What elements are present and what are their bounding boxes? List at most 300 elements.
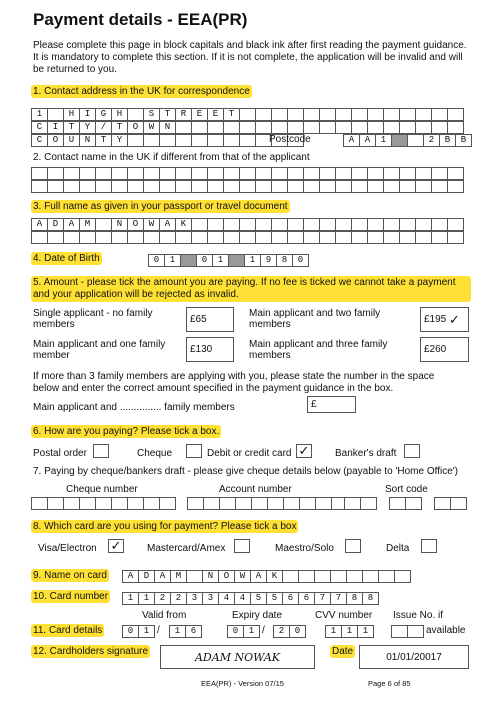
char-cell[interactable]	[399, 231, 416, 244]
char-cell[interactable]: 1	[164, 254, 181, 267]
char-cell[interactable]: 5	[266, 592, 283, 605]
char-cell[interactable]: 6	[282, 592, 299, 605]
char-cell[interactable]	[223, 180, 240, 193]
char-cell[interactable]: B	[455, 134, 472, 147]
char-cell[interactable]	[31, 167, 48, 180]
char-cell[interactable]: Y	[111, 134, 128, 147]
char-cell[interactable]	[287, 121, 304, 134]
cheque-checkbox[interactable]	[186, 444, 202, 458]
char-cell[interactable]	[405, 497, 422, 510]
char-cell[interactable]	[447, 108, 464, 121]
char-cell[interactable]	[383, 121, 400, 134]
char-cell[interactable]	[431, 167, 448, 180]
char-cell[interactable]	[186, 570, 203, 583]
char-cell[interactable]: A	[63, 218, 80, 231]
char-cell[interactable]	[207, 231, 224, 244]
char-cell[interactable]	[319, 218, 336, 231]
char-cell[interactable]: 2	[273, 625, 290, 638]
char-cell[interactable]: 1	[243, 625, 260, 638]
char-cell[interactable]	[127, 180, 144, 193]
maestro-checkbox[interactable]	[345, 539, 361, 553]
char-cell[interactable]	[159, 231, 176, 244]
char-cell[interactable]	[255, 180, 272, 193]
visa-checkbox[interactable]: ✓	[108, 539, 124, 553]
char-cell[interactable]: T	[223, 108, 240, 121]
char-cell[interactable]: /	[95, 121, 112, 134]
char-cell[interactable]	[63, 180, 80, 193]
char-cell[interactable]	[127, 134, 144, 147]
char-cell[interactable]	[47, 231, 64, 244]
char-cell[interactable]	[191, 134, 208, 147]
char-cell[interactable]	[362, 570, 379, 583]
char-cell[interactable]	[143, 180, 160, 193]
char-cell[interactable]	[95, 231, 112, 244]
char-cell[interactable]	[47, 108, 64, 121]
char-cell[interactable]	[47, 180, 64, 193]
char-cell[interactable]: 9	[260, 254, 277, 267]
char-cell[interactable]: 8	[276, 254, 293, 267]
char-cell[interactable]: S	[143, 108, 160, 121]
char-cell[interactable]	[407, 134, 424, 147]
char-cell[interactable]	[299, 497, 316, 510]
char-cell[interactable]	[63, 497, 80, 510]
char-cell[interactable]: O	[127, 218, 144, 231]
account-number-field[interactable]	[187, 497, 347, 510]
char-cell[interactable]: A	[122, 570, 139, 583]
char-cell[interactable]	[175, 134, 192, 147]
expiry-month[interactable]	[227, 625, 259, 638]
char-cell[interactable]	[351, 108, 368, 121]
char-cell[interactable]: 3	[186, 592, 203, 605]
char-cell[interactable]	[111, 231, 128, 244]
char-cell[interactable]	[79, 167, 96, 180]
char-cell[interactable]	[223, 134, 240, 147]
date-field[interactable]	[359, 645, 469, 669]
signature-field[interactable]: ADAM NOWAK	[160, 645, 315, 669]
char-cell[interactable]: 6	[185, 625, 202, 638]
char-cell[interactable]: H	[111, 108, 128, 121]
char-cell[interactable]	[335, 108, 352, 121]
char-cell[interactable]: 1	[138, 625, 155, 638]
char-cell[interactable]	[207, 218, 224, 231]
char-cell[interactable]: I	[47, 121, 64, 134]
char-cell[interactable]	[235, 497, 252, 510]
char-cell[interactable]	[95, 218, 112, 231]
char-cell[interactable]: N	[79, 134, 96, 147]
char-cell[interactable]: W	[143, 218, 160, 231]
char-cell[interactable]	[399, 180, 416, 193]
char-cell[interactable]	[219, 497, 236, 510]
char-cell[interactable]: 4	[234, 592, 251, 605]
char-cell[interactable]	[303, 180, 320, 193]
sort-code-field-2[interactable]	[389, 497, 421, 510]
char-cell[interactable]	[346, 570, 363, 583]
char-cell[interactable]: 0	[148, 254, 165, 267]
char-cell[interactable]: 2	[170, 592, 187, 605]
char-cell[interactable]	[335, 180, 352, 193]
char-cell[interactable]	[271, 180, 288, 193]
char-cell[interactable]	[63, 167, 80, 180]
char-cell[interactable]: A	[154, 570, 171, 583]
char-cell[interactable]	[447, 231, 464, 244]
char-cell[interactable]	[175, 180, 192, 193]
char-cell[interactable]	[271, 108, 288, 121]
char-cell[interactable]: G	[95, 108, 112, 121]
char-cell[interactable]	[95, 180, 112, 193]
char-cell[interactable]	[143, 497, 160, 510]
char-cell[interactable]	[383, 108, 400, 121]
char-cell[interactable]	[447, 180, 464, 193]
char-cell[interactable]	[31, 231, 48, 244]
contact-name-line-2[interactable]	[31, 180, 463, 193]
char-cell[interactable]	[271, 167, 288, 180]
char-cell[interactable]: D	[138, 570, 155, 583]
char-cell[interactable]	[251, 497, 268, 510]
char-cell[interactable]	[399, 108, 416, 121]
char-cell[interactable]: T	[63, 121, 80, 134]
char-cell[interactable]	[159, 180, 176, 193]
delta-checkbox[interactable]	[421, 539, 437, 553]
char-cell[interactable]	[127, 231, 144, 244]
char-cell[interactable]	[271, 121, 288, 134]
char-cell[interactable]	[255, 108, 272, 121]
char-cell[interactable]	[415, 121, 432, 134]
char-cell[interactable]	[187, 497, 204, 510]
char-cell[interactable]: T	[95, 134, 112, 147]
char-cell[interactable]: 2	[423, 134, 440, 147]
char-cell[interactable]	[399, 167, 416, 180]
char-cell[interactable]: 0	[227, 625, 244, 638]
char-cell[interactable]	[335, 231, 352, 244]
char-cell[interactable]	[111, 497, 128, 510]
char-cell[interactable]	[267, 497, 284, 510]
char-cell[interactable]	[383, 218, 400, 231]
char-cell[interactable]	[127, 167, 144, 180]
char-cell[interactable]	[335, 121, 352, 134]
char-cell[interactable]: 1	[138, 592, 155, 605]
char-cell[interactable]	[367, 231, 384, 244]
char-cell[interactable]: E	[207, 108, 224, 121]
char-cell[interactable]: 7	[330, 592, 347, 605]
char-cell[interactable]	[207, 180, 224, 193]
valid-from-month[interactable]	[122, 625, 154, 638]
expiry-year[interactable]	[273, 625, 305, 638]
char-cell[interactable]: 6	[298, 592, 315, 605]
two-family-amount[interactable]	[420, 307, 469, 332]
char-cell[interactable]	[287, 180, 304, 193]
name-on-card-field[interactable]	[122, 570, 410, 583]
char-cell[interactable]: 1	[122, 592, 139, 605]
char-cell[interactable]	[127, 108, 144, 121]
char-cell[interactable]	[447, 218, 464, 231]
cheque-number-field[interactable]	[31, 497, 175, 510]
char-cell[interactable]: C	[31, 134, 48, 147]
char-cell[interactable]	[351, 167, 368, 180]
char-cell[interactable]: C	[31, 121, 48, 134]
card-checkbox[interactable]: ✓	[296, 444, 312, 458]
char-cell[interactable]	[298, 570, 315, 583]
char-cell[interactable]: N	[111, 218, 128, 231]
char-cell[interactable]	[191, 218, 208, 231]
char-cell[interactable]	[239, 180, 256, 193]
char-cell[interactable]: O	[127, 121, 144, 134]
valid-from-year[interactable]	[169, 625, 201, 638]
char-cell[interactable]	[367, 108, 384, 121]
char-cell[interactable]: 5	[250, 592, 267, 605]
char-cell[interactable]	[383, 167, 400, 180]
char-cell[interactable]	[351, 231, 368, 244]
char-cell[interactable]	[239, 121, 256, 134]
char-cell[interactable]	[239, 231, 256, 244]
char-cell[interactable]	[255, 121, 272, 134]
char-cell[interactable]	[79, 231, 96, 244]
char-cell[interactable]	[319, 231, 336, 244]
char-cell[interactable]: 1	[357, 625, 374, 638]
char-cell[interactable]: O	[218, 570, 235, 583]
char-cell[interactable]	[79, 497, 96, 510]
char-cell[interactable]: 7	[314, 592, 331, 605]
char-cell[interactable]: 1	[375, 134, 392, 147]
char-cell[interactable]	[314, 570, 331, 583]
char-cell[interactable]	[191, 167, 208, 180]
char-cell[interactable]	[415, 231, 432, 244]
char-cell[interactable]: 4	[218, 592, 235, 605]
char-cell[interactable]	[315, 497, 332, 510]
char-cell[interactable]	[319, 180, 336, 193]
char-cell[interactable]	[389, 497, 406, 510]
char-cell[interactable]: 1	[325, 625, 342, 638]
char-cell[interactable]	[391, 625, 408, 638]
char-cell[interactable]	[207, 167, 224, 180]
char-cell[interactable]: 2	[154, 592, 171, 605]
char-cell[interactable]	[447, 167, 464, 180]
char-cell[interactable]: 0	[292, 254, 309, 267]
char-cell[interactable]	[335, 218, 352, 231]
char-cell[interactable]: A	[359, 134, 376, 147]
char-cell[interactable]	[47, 497, 64, 510]
char-cell[interactable]	[175, 121, 192, 134]
char-cell[interactable]	[415, 108, 432, 121]
char-cell[interactable]: 1	[212, 254, 229, 267]
char-cell[interactable]	[367, 218, 384, 231]
char-cell[interactable]: W	[234, 570, 251, 583]
char-cell[interactable]	[111, 167, 128, 180]
char-cell[interactable]	[319, 121, 336, 134]
char-cell[interactable]: I	[79, 108, 96, 121]
char-cell[interactable]	[360, 497, 377, 510]
char-cell[interactable]: W	[143, 121, 160, 134]
char-cell[interactable]: H	[63, 108, 80, 121]
card-number-field[interactable]	[122, 592, 378, 605]
char-cell[interactable]: T	[111, 121, 128, 134]
char-cell[interactable]	[415, 218, 432, 231]
char-cell[interactable]	[31, 497, 48, 510]
char-cell[interactable]	[191, 180, 208, 193]
postal-order-checkbox[interactable]	[93, 444, 109, 458]
char-cell[interactable]: N	[159, 121, 176, 134]
char-cell[interactable]	[330, 570, 347, 583]
char-cell[interactable]	[303, 167, 320, 180]
char-cell[interactable]: A	[31, 218, 48, 231]
char-cell[interactable]	[383, 231, 400, 244]
char-cell[interactable]	[303, 108, 320, 121]
char-cell[interactable]	[287, 231, 304, 244]
char-cell[interactable]	[95, 497, 112, 510]
cvv-field[interactable]	[325, 625, 373, 638]
char-cell[interactable]	[159, 134, 176, 147]
single-applicant-amount[interactable]	[186, 307, 234, 332]
char-cell[interactable]: 1	[31, 108, 48, 121]
char-cell[interactable]	[143, 231, 160, 244]
bankers-draft-checkbox[interactable]	[404, 444, 420, 458]
char-cell[interactable]	[271, 218, 288, 231]
char-cell[interactable]: R	[175, 108, 192, 121]
char-cell[interactable]	[175, 231, 192, 244]
char-cell[interactable]	[255, 231, 272, 244]
char-cell[interactable]	[191, 121, 208, 134]
char-cell[interactable]: A	[250, 570, 267, 583]
char-cell[interactable]	[159, 167, 176, 180]
char-cell[interactable]	[344, 497, 361, 510]
char-cell[interactable]	[95, 167, 112, 180]
char-cell[interactable]	[303, 231, 320, 244]
issue-no-field[interactable]	[391, 625, 423, 638]
char-cell[interactable]	[223, 121, 240, 134]
char-cell[interactable]	[319, 108, 336, 121]
char-cell[interactable]	[431, 218, 448, 231]
char-cell[interactable]	[282, 570, 299, 583]
char-cell[interactable]	[255, 218, 272, 231]
char-cell[interactable]: 1	[169, 625, 186, 638]
char-cell[interactable]	[415, 167, 432, 180]
char-cell[interactable]: 8	[346, 592, 363, 605]
char-cell[interactable]	[431, 121, 448, 134]
char-cell[interactable]	[159, 497, 176, 510]
one-family-amount[interactable]	[186, 337, 234, 362]
char-cell[interactable]	[207, 134, 224, 147]
char-cell[interactable]	[239, 167, 256, 180]
mastercard-checkbox[interactable]	[234, 539, 250, 553]
char-cell[interactable]	[287, 218, 304, 231]
sort-code-field-3[interactable]	[434, 497, 466, 510]
char-cell[interactable]	[447, 121, 464, 134]
char-cell[interactable]	[367, 121, 384, 134]
char-cell[interactable]	[283, 497, 300, 510]
char-cell[interactable]	[271, 231, 288, 244]
char-cell[interactable]	[394, 570, 411, 583]
char-cell[interactable]: 0	[289, 625, 306, 638]
char-cell[interactable]: T	[159, 108, 176, 121]
full-name-line-2[interactable]	[31, 231, 463, 244]
char-cell[interactable]: K	[266, 570, 283, 583]
char-cell[interactable]: D	[47, 218, 64, 231]
char-cell[interactable]	[378, 570, 395, 583]
char-cell[interactable]	[180, 254, 197, 267]
char-cell[interactable]	[223, 218, 240, 231]
postcode-field[interactable]	[343, 134, 471, 147]
char-cell[interactable]	[203, 497, 220, 510]
char-cell[interactable]	[79, 180, 96, 193]
char-cell[interactable]	[191, 231, 208, 244]
char-cell[interactable]	[111, 180, 128, 193]
char-cell[interactable]	[335, 167, 352, 180]
char-cell[interactable]	[351, 180, 368, 193]
char-cell[interactable]	[399, 218, 416, 231]
char-cell[interactable]	[223, 167, 240, 180]
address-line-2[interactable]	[31, 121, 463, 134]
char-cell[interactable]: 0	[122, 625, 139, 638]
char-cell[interactable]	[407, 625, 424, 638]
char-cell[interactable]	[255, 167, 272, 180]
char-cell[interactable]	[415, 180, 432, 193]
char-cell[interactable]: A	[159, 218, 176, 231]
char-cell[interactable]: B	[439, 134, 456, 147]
char-cell[interactable]	[391, 134, 408, 147]
sort-code-field-1[interactable]	[344, 497, 376, 510]
char-cell[interactable]	[431, 180, 448, 193]
char-cell[interactable]	[399, 121, 416, 134]
char-cell[interactable]	[450, 497, 467, 510]
char-cell[interactable]	[287, 108, 304, 121]
char-cell[interactable]	[303, 218, 320, 231]
char-cell[interactable]: O	[47, 134, 64, 147]
char-cell[interactable]	[175, 167, 192, 180]
char-cell[interactable]: 3	[202, 592, 219, 605]
char-cell[interactable]: N	[202, 570, 219, 583]
full-name-line-1[interactable]	[31, 218, 463, 231]
other-amount-field[interactable]	[307, 396, 356, 413]
contact-name-line-1[interactable]	[31, 167, 463, 180]
char-cell[interactable]: A	[343, 134, 360, 147]
char-cell[interactable]: 8	[362, 592, 379, 605]
char-cell[interactable]	[47, 167, 64, 180]
char-cell[interactable]: K	[175, 218, 192, 231]
char-cell[interactable]	[367, 180, 384, 193]
char-cell[interactable]	[223, 231, 240, 244]
char-cell[interactable]	[431, 231, 448, 244]
char-cell[interactable]: M	[79, 218, 96, 231]
three-family-amount[interactable]	[420, 337, 469, 362]
char-cell[interactable]	[127, 497, 144, 510]
address-line-3[interactable]	[31, 134, 303, 147]
char-cell[interactable]	[143, 167, 160, 180]
char-cell[interactable]	[303, 121, 320, 134]
char-cell[interactable]	[367, 167, 384, 180]
char-cell[interactable]: Y	[79, 121, 96, 134]
char-cell[interactable]	[287, 167, 304, 180]
char-cell[interactable]	[239, 108, 256, 121]
char-cell[interactable]	[239, 134, 256, 147]
char-cell[interactable]	[351, 218, 368, 231]
char-cell[interactable]: E	[191, 108, 208, 121]
address-line-1[interactable]	[31, 108, 463, 121]
char-cell[interactable]	[143, 134, 160, 147]
char-cell[interactable]: U	[63, 134, 80, 147]
date-of-birth-field[interactable]	[148, 254, 308, 267]
char-cell[interactable]	[319, 167, 336, 180]
char-cell[interactable]: 0	[196, 254, 213, 267]
char-cell[interactable]: M	[170, 570, 187, 583]
char-cell[interactable]	[434, 497, 451, 510]
char-cell[interactable]	[239, 218, 256, 231]
char-cell[interactable]	[63, 231, 80, 244]
char-cell[interactable]	[431, 108, 448, 121]
char-cell[interactable]	[31, 180, 48, 193]
char-cell[interactable]	[207, 121, 224, 134]
char-cell[interactable]	[383, 180, 400, 193]
char-cell[interactable]	[228, 254, 245, 267]
char-cell[interactable]: 1	[341, 625, 358, 638]
